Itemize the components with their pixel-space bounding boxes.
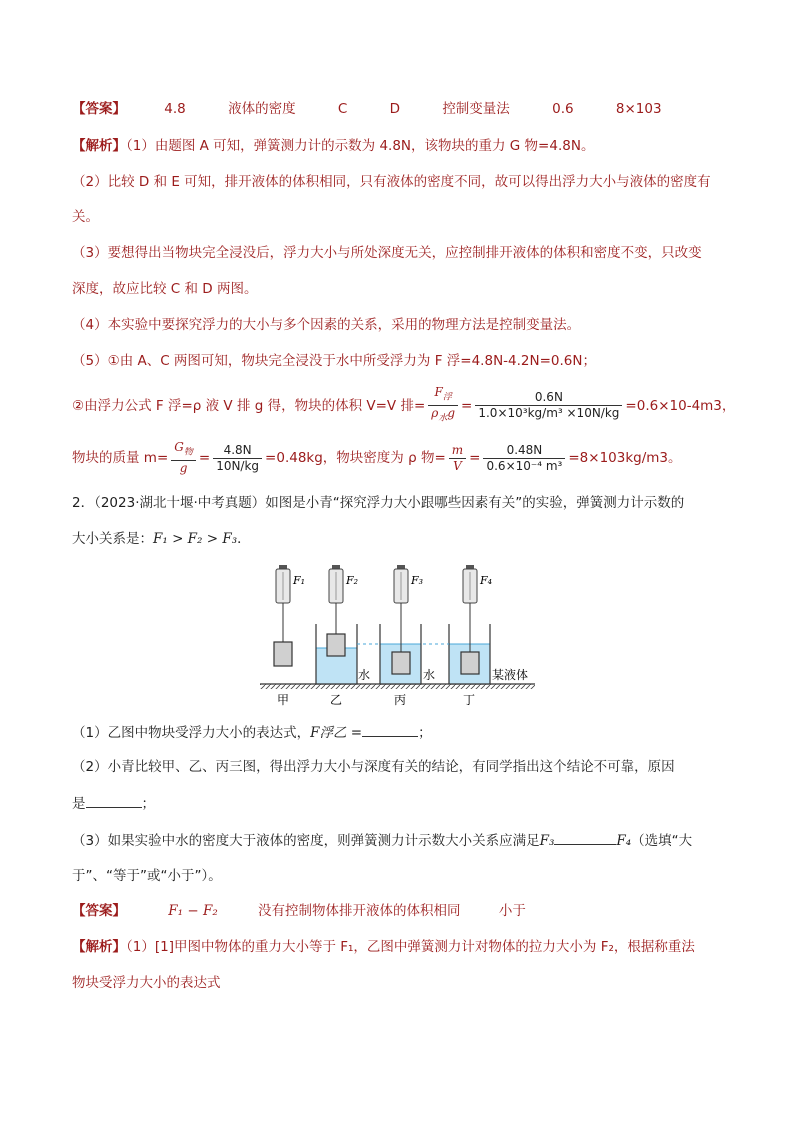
label-ding: 丁 — [463, 693, 476, 707]
block-bing — [392, 652, 410, 674]
q1-volume-frac1: $\frac{F_浮}{\rho_水g}$ — [428, 385, 458, 427]
label-f2: F₂ — [346, 574, 359, 587]
spring-scale-2 — [329, 565, 343, 634]
q1-mass-prefix: 物块的质量 m= — [72, 450, 169, 467]
label-liquid: 某液体 — [492, 668, 529, 682]
q2-analysis-1 — [72, 937, 695, 957]
label-f1: F₁ — [293, 574, 306, 587]
q1-answer-5: 控制变量法 — [442, 101, 510, 117]
q1-volume-result: =0.6×10-4m3， — [625, 397, 736, 414]
q2-answer-1: F₁ − F₂ — [168, 903, 218, 919]
q1-answer-3: C — [337, 101, 348, 117]
q1-rho-frac2: $\frac{0.48N}{\text{0.6×10⁻⁴ m³}}$ — [483, 443, 565, 474]
q1-volume-eq: = — [461, 397, 473, 414]
q2-sub3-line2: 于”、“等于”或“小于”）。 — [72, 868, 222, 884]
q1-rho-frac1: $\frac{m}{V}$ — [449, 443, 466, 474]
label-f4: F₄ — [480, 574, 493, 587]
q1-analysis-4: （3）要想得出当物块完全浸没后，浮力大小与所处深度无关，应控制排开液体的体积和密度不变，只改变 — [72, 245, 702, 261]
q1-mass-frac2: $\frac{4.8N}{10N/kg}$ — [213, 443, 262, 474]
spring-scale-3 — [394, 565, 408, 652]
q1-mass-formula: 物块的质量 m= $\frac{G_物}{g}$ = $\frac{4.8N}{10N/kg}$ =0.48kg，物块密度为 ρ 物= $\frac{m}{V}$ = $\frac{0.48N}{\text{0.6×10⁻⁴ m³}}$ =8×103kg/m3。 — [72, 440, 682, 476]
q2-sub3-f4: F₄ — [616, 833, 632, 849]
label-jia: 甲 — [277, 693, 290, 707]
q2-answer-row — [72, 901, 526, 921]
block-yi — [327, 634, 345, 656]
label-water-2: 水 — [423, 668, 436, 682]
q2-sub3-f3: F₃ — [539, 833, 555, 849]
q2-sub2-blank[interactable] — [86, 793, 142, 808]
q1-analysis-5: 深度，故应比较 C 和 D 两图。 — [72, 281, 258, 297]
q1-analysis-2: （2）比较 D 和 E 可知，排开液体的体积相同，只有液体的密度不同，故可以得出浮力大小与液体的密度有 — [72, 174, 711, 190]
ground-hatch — [260, 684, 535, 689]
q2-sub1-symbol: F浮乙 = — [310, 725, 363, 741]
q2-stem-line2: 大小关系是：F₁ > F₂ > F₃． — [72, 531, 251, 547]
q2-answer-2: 没有控制物体排开液体的体积相同 — [258, 903, 461, 919]
label-bing: 丙 — [394, 693, 407, 707]
q2-answer-3: 小于 — [498, 903, 526, 919]
q1-mass-result: =0.48kg，物块密度为 ρ 物= — [265, 450, 446, 467]
q1-answer-6: 0.6 — [552, 101, 574, 117]
spring-scale-1 — [276, 565, 290, 642]
label-water-1: 水 — [358, 668, 371, 682]
q2-stem-relation: F₁ > F₂ > F₃ — [153, 531, 238, 547]
q1-analysis-1 — [72, 136, 594, 156]
q1-volume-prefix: ②由浮力公式 F 浮=ρ 液 V 排 g 得，物块的体积 V=V 排= — [72, 397, 426, 414]
q1-answer-1: 4.8 — [164, 101, 186, 117]
q2-stem-line1: 2．（2023·湖北十堰·中考真题）如图是小青“探究浮力大小跟哪些因素有关”的实验，弹簧测力计示数的 — [72, 495, 685, 511]
label-yi: 乙 — [330, 693, 343, 707]
q1-answer-tag: 【答案】 — [72, 101, 126, 117]
q1-analysis-3: 关。 — [72, 209, 99, 225]
q1-answer-4: D — [389, 101, 401, 117]
q2-analysis-2: 物块受浮力大小的表达式 — [72, 975, 221, 991]
q1-volume-frac2: $\frac{0.6N}{\text{1.0×10³kg/m³ ×10N/kg}}$ — [475, 390, 622, 421]
q1-analysis-text-1: （1）由题图 A 可知，弹簧测力计的示数为 4.8N，该物块的重力 G 物=4.8N。 — [126, 138, 595, 154]
q2-analysis-text-1: （1）[1]甲图中物体的重力大小等于 F₁，乙图中弹簧测力计对物体的拉力大小为 F₂，根据称重法 — [126, 939, 695, 955]
q1-rho-result: =8×103kg/m3。 — [568, 450, 682, 467]
q2-sub3-blank[interactable] — [554, 830, 616, 845]
q1-answer-2: 液体的密度 — [228, 101, 296, 117]
q2-sub3-line1: （3）如果实验中水的密度大于液体的密度，则弹簧测力计示数大小关系应满足F₃ F₄（选填“大 — [72, 830, 692, 851]
q1-volume-formula — [72, 385, 735, 427]
block-ding — [461, 652, 479, 674]
q2-sub2-line2: 是 ； — [72, 793, 155, 814]
q1-analysis-tag: 【解析】 — [72, 138, 126, 154]
q1-analysis-6: （4）本实验中要探究浮力的大小与多个因素的关系，采用的物理方法是控制变量法。 — [72, 317, 581, 333]
spring-scale-4 — [463, 565, 477, 652]
q1-answer-7: 8×103 — [615, 101, 662, 117]
q2-sub2-line1: （2）小青比较甲、乙、丙三图，得出浮力大小与深度有关的结论，有同学指出这个结论不可靠，原因 — [72, 759, 675, 775]
q1-mass-frac1: $\frac{G_物}{g}$ — [171, 440, 196, 476]
block-jia — [274, 642, 292, 666]
q2-sub1: （1）乙图中物块受浮力大小的表达式，F浮乙 = ； — [72, 722, 432, 743]
experiment-figure — [255, 560, 545, 710]
q1-answer-row — [72, 99, 662, 119]
q2-sub1-blank[interactable] — [362, 722, 418, 737]
q2-analysis-tag: 【解析】 — [72, 939, 126, 955]
q2-answer-tag: 【答案】 — [72, 903, 126, 919]
label-f3: F₃ — [411, 574, 424, 587]
q1-analysis-7: （5）①由 A、C 两图可知，物块完全浸没于水中所受浮力为 F 浮=4.8N-4.2N=0.6N； — [72, 353, 596, 369]
